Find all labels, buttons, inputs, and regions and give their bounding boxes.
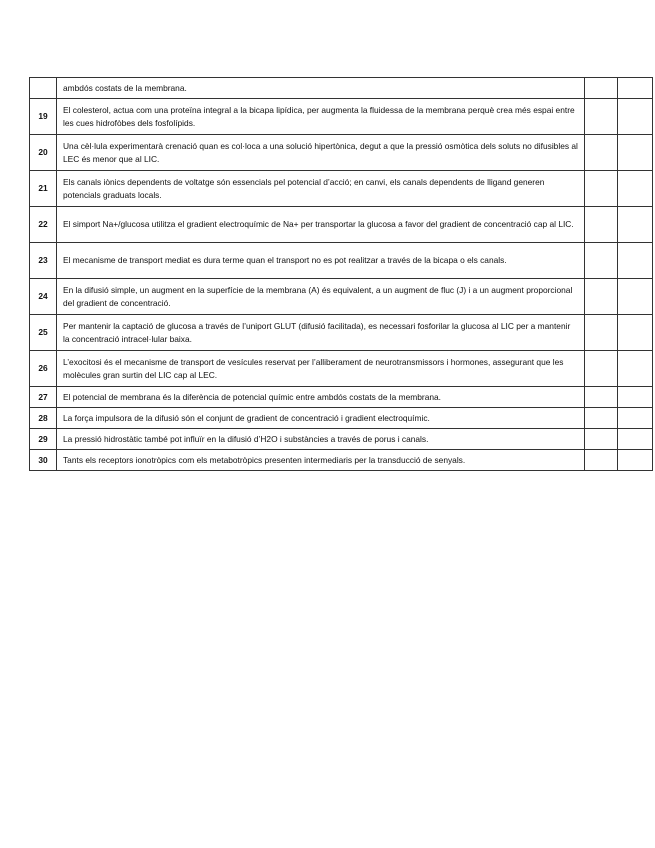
question-number: 26	[30, 351, 57, 387]
answer-box-false[interactable]	[618, 207, 653, 243]
question-statement: El mecanisme de transport mediat es dura terme quan el transport no es pot realitzar a través de la bicapa o els canals.	[57, 243, 585, 279]
question-statement: Els canals iònics dependents de voltatge són essencials pel potencial d’acció; en canvi, els canals dependents de lligand generen potencials graduats locals.	[57, 171, 585, 207]
question-number: 23	[30, 243, 57, 279]
question-number: 25	[30, 315, 57, 351]
question-number: 19	[30, 99, 57, 135]
question-number: 20	[30, 135, 57, 171]
table-row	[30, 450, 653, 471]
answer-box-true[interactable]	[585, 207, 618, 243]
question-number: 29	[30, 429, 57, 450]
answer-box-false[interactable]	[618, 315, 653, 351]
answer-box-true[interactable]	[585, 99, 618, 135]
table-row	[30, 315, 653, 351]
table-row	[30, 387, 653, 408]
table-row	[30, 78, 653, 99]
answer-box-false[interactable]	[618, 387, 653, 408]
question-number: 21	[30, 171, 57, 207]
question-number: 22	[30, 207, 57, 243]
answer-box-true[interactable]	[585, 78, 618, 99]
answer-box-true[interactable]	[585, 135, 618, 171]
table-row	[30, 99, 653, 135]
answer-box-true[interactable]	[585, 429, 618, 450]
question-statement: En la difusió simple, un augment en la superfície de la membrana (A) és equivalent, a un augment de fluc (J) i a un augment proporcional del gradient de concentració.	[57, 279, 585, 315]
answer-box-false[interactable]	[618, 243, 653, 279]
answer-box-false[interactable]	[618, 408, 653, 429]
answer-box-true[interactable]	[585, 279, 618, 315]
question-statement: El simport Na+/glucosa utilitza el gradient electroquímic de Na+ per transportar la glucosa a favor del gradient de concentració cap al LIC.	[57, 207, 585, 243]
question-statement: La força impulsora de la difusió són el conjunt de gradient de concentració i gradient electroquímic.	[57, 408, 585, 429]
table-row	[30, 207, 653, 243]
question-statement: El potencial de membrana és la diferència de potencial químic entre ambdós costats de la membrana.	[57, 387, 585, 408]
question-number: 28	[30, 408, 57, 429]
answer-box-true[interactable]	[585, 243, 618, 279]
table-row	[30, 429, 653, 450]
table-row	[30, 243, 653, 279]
question-statement: Una cèl·lula experimentarà crenació quan es col·loca a una solució hipertònica, degut a que la pressió osmòtica dels soluts no difusibles al LEC és menor que al LIC.	[57, 135, 585, 171]
question-number	[30, 78, 57, 99]
answer-box-true[interactable]	[585, 387, 618, 408]
answer-box-false[interactable]	[618, 78, 653, 99]
answer-box-true[interactable]	[585, 171, 618, 207]
question-statement: ambdós costats de la membrana.	[57, 78, 585, 99]
table-row	[30, 171, 653, 207]
answer-box-false[interactable]	[618, 429, 653, 450]
answer-box-false[interactable]	[618, 171, 653, 207]
question-statement: L’exocitosi és el mecanisme de transport de vesícules reservat per l’alliberament de neurotransmissors i hormones, assegurant que les molècules gran surtin del LIC cap al LEC.	[57, 351, 585, 387]
answer-box-false[interactable]	[618, 279, 653, 315]
answer-box-false[interactable]	[618, 99, 653, 135]
question-statement: El colesterol, actua com una proteïna integral a la bicapa lipídica, per augmenta la fluidessa de la membrana perquè crea més espai entre les cues hidrofòbes dels fosfolípids.	[57, 99, 585, 135]
answer-box-true[interactable]	[585, 315, 618, 351]
answer-box-false[interactable]	[618, 135, 653, 171]
answer-box-true[interactable]	[585, 408, 618, 429]
question-statement: La pressió hidrostàtic també pot influïr en la difusió d’H2O i substàncies a través de porus i canals.	[57, 429, 585, 450]
question-number: 24	[30, 279, 57, 315]
table-row	[30, 408, 653, 429]
question-number: 30	[30, 450, 57, 471]
answer-box-false[interactable]	[618, 450, 653, 471]
table-row	[30, 351, 653, 387]
true-false-table	[29, 77, 653, 471]
answer-box-true[interactable]	[585, 450, 618, 471]
question-statement: Tants els receptors ionotròpics com els metabotròpics presenten intermediaris per la transducció de senyals.	[57, 450, 585, 471]
question-number: 27	[30, 387, 57, 408]
question-statement: Per mantenir la captació de glucosa a través de l’uniport GLUT (difusió facilitada), es necessari fosforilar la glucosa al LIC per a mantenir la concentració intracel·lular baixa.	[57, 315, 585, 351]
answer-box-true[interactable]	[585, 351, 618, 387]
answer-box-false[interactable]	[618, 351, 653, 387]
table-row	[30, 135, 653, 171]
table-row	[30, 279, 653, 315]
